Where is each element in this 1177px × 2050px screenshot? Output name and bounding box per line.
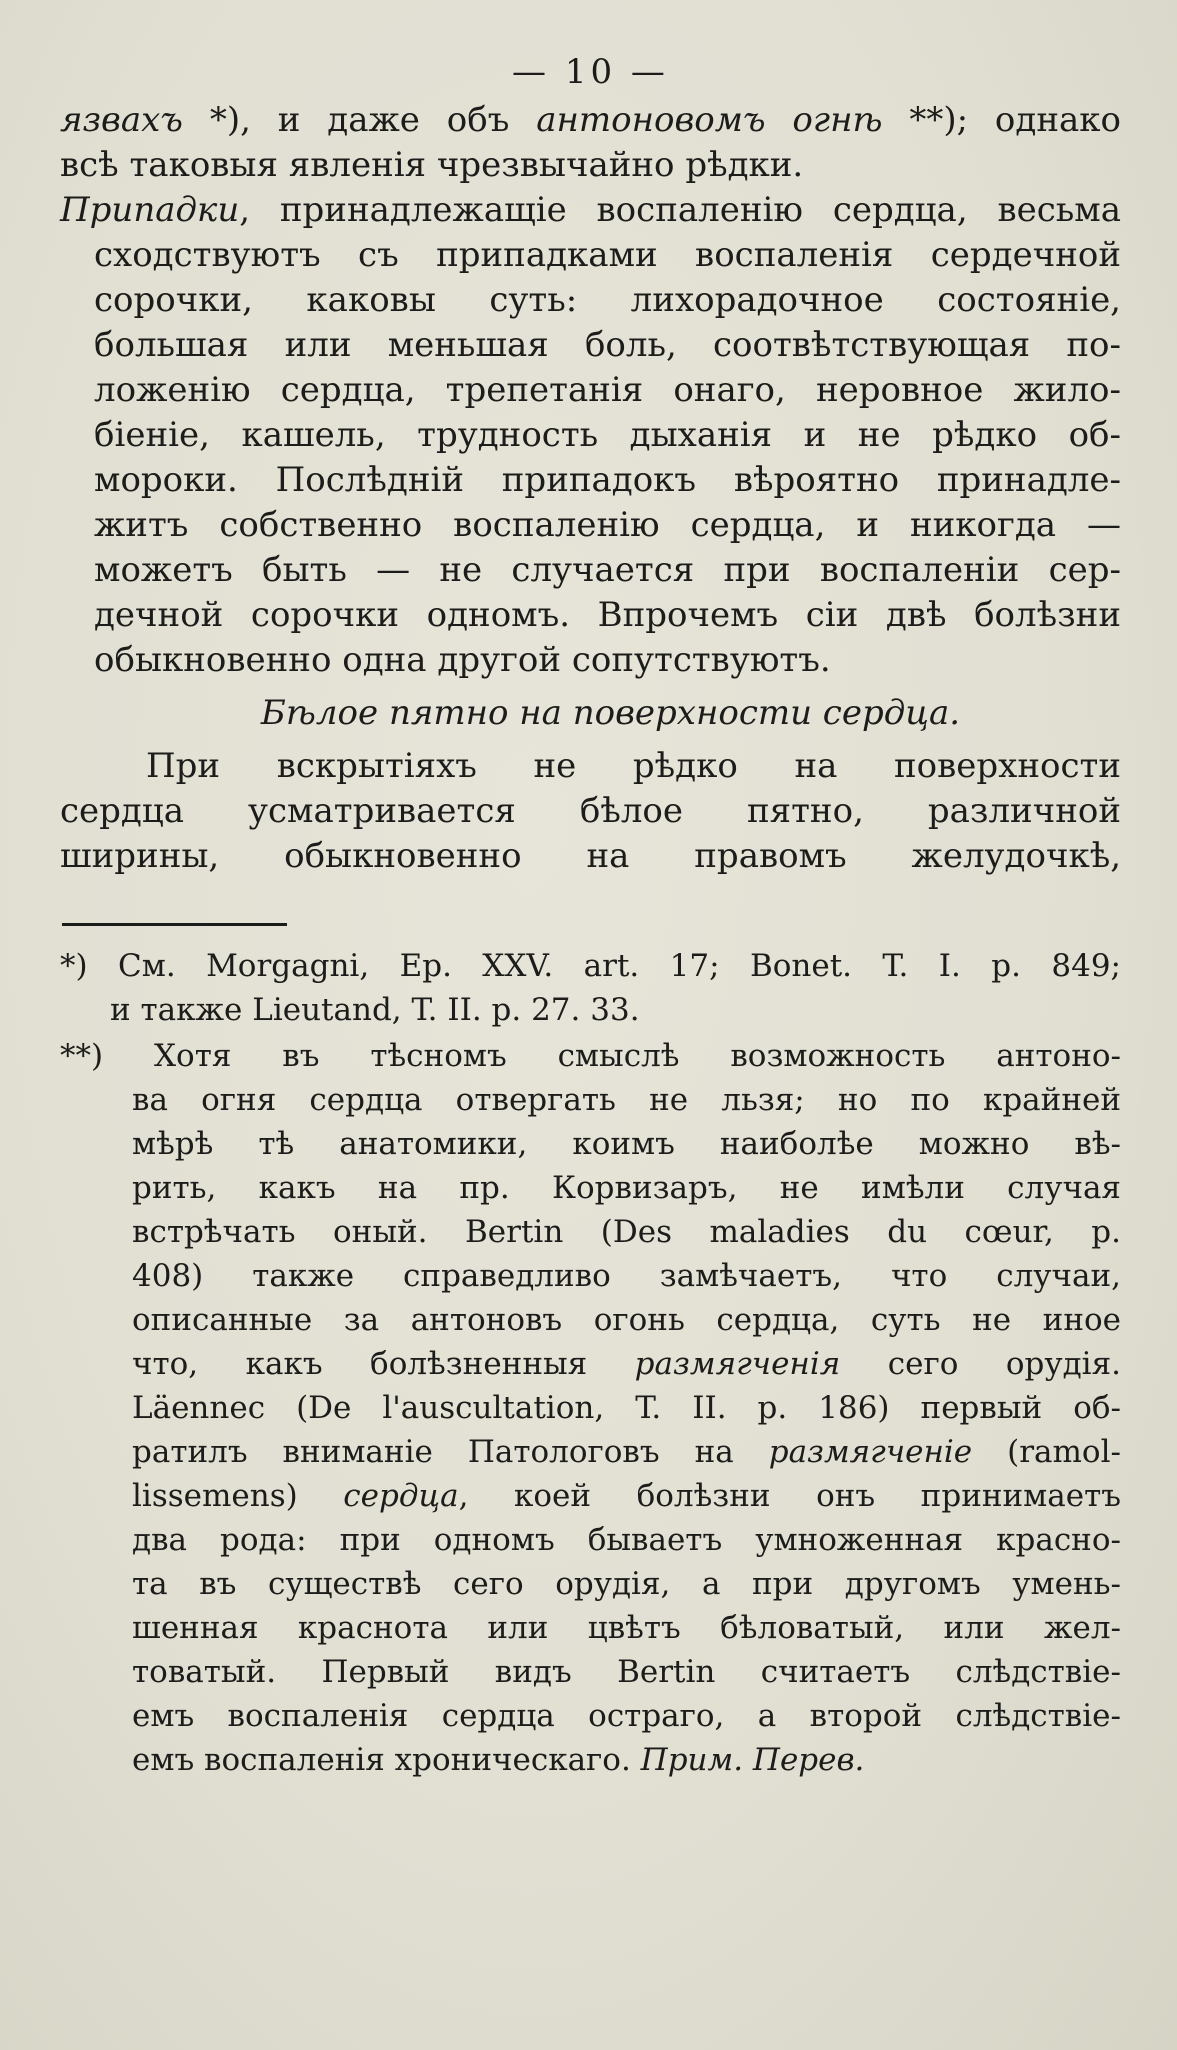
- footnote-line: шенная краснота или цвѣтъ бѣловатый, или жел-: [132, 1610, 1121, 1646]
- text-line: язвахъ *), и даже объ антоновомъ огнѣ **); однако: [60, 100, 1121, 140]
- paragraph-symptoms: [60, 188, 1121, 683]
- footnotes: [60, 944, 1121, 1782]
- text-line: ложенію сердца, трепетанія онаго, неровное жило-: [94, 370, 1121, 410]
- text-line: житъ собственно воспаленію сердца, и никогда —: [94, 505, 1121, 545]
- text-line: всѣ таковыя явленія чрезвычайно рѣдки.: [60, 145, 804, 185]
- footnote-line: ратилъ вниманіе Патологовъ на размягченіе (ramol-: [132, 1434, 1121, 1470]
- footnote-line: два рода: при одномъ бываетъ умноженная красно-: [132, 1522, 1121, 1558]
- text-line: При вскрытіяхъ не рѣдко на поверхности: [146, 746, 1121, 786]
- paragraph-white-spot: [60, 744, 1121, 879]
- footnote-line: емъ воспаленія сердца остраго, а второй слѣдствіе-: [132, 1698, 1121, 1734]
- text-line: дечной сорочки одномъ. Впрочемъ сіи двѣ болѣзни: [94, 595, 1121, 635]
- main-text: [60, 98, 1121, 879]
- italic-term: Прим. Перев.: [640, 1742, 865, 1778]
- italic-term: язвахъ: [60, 100, 183, 140]
- footnote-line: *) См. Morgagni, Ep. XXV. art. 17; Bonet. T. I. p. 849;: [60, 948, 1121, 984]
- footnote-line: описанные за антоновъ огонь сердца, суть не иное: [132, 1302, 1121, 1338]
- footnote-line: ва огня сердца отвергать не льзя; но по крайней: [132, 1082, 1121, 1118]
- section-heading: Бѣлое пятно на поверхности сердца.: [260, 693, 961, 733]
- footnote-line: Läennec (De l'auscultation, T. II. p. 186) первый об-: [132, 1390, 1121, 1426]
- footnote-line: рить, какъ на пр. Корвизаръ, не имѣли случая: [132, 1170, 1121, 1206]
- text-line: ширины, обыкновенно на правомъ желудочкѣ,: [60, 836, 1121, 876]
- text-line: сходствуютъ съ припадками воспаленія сердечной: [94, 235, 1121, 275]
- footnote-line: та въ существѣ сего орудія, а при другомъ умень-: [132, 1566, 1121, 1602]
- text-line: біеніе, кашель, трудность дыханія и не рѣдко об-: [94, 415, 1121, 455]
- italic-term: антоновомъ огнѣ: [536, 100, 883, 140]
- text-line: мороки. Послѣдній припадокъ вѣроятно принадле-: [94, 460, 1121, 500]
- text-line: Припадки, принадлежащіе воспаленію сердца, весьма: [60, 190, 1121, 230]
- italic-term: Припадки: [60, 190, 240, 230]
- footnote-line: что, какъ болѣзненныя размягченія сего орудія.: [132, 1346, 1121, 1382]
- text-line: сердца усматривается бѣлое пятно, различной: [60, 791, 1121, 831]
- footnote-line: емъ воспаленія хроническаго. Прим. Перев.: [132, 1742, 865, 1778]
- footnote-line: 408) также справедливо замѣчаетъ, что случаи,: [132, 1258, 1121, 1294]
- page-number: — 10 —: [512, 52, 669, 92]
- footnote-1: [60, 944, 1121, 1032]
- italic-term: размягченіе: [768, 1434, 973, 1470]
- footnote-line: lissemens) сердца, коей болѣзни онъ принимаетъ: [132, 1478, 1121, 1514]
- text-line: можетъ быть — не случается при воспаленіи сер-: [94, 550, 1121, 590]
- footnote-rule: [62, 923, 287, 926]
- footnote-2: [60, 1034, 1121, 1782]
- text-line: обыкновенно одна другой сопутствуютъ.: [94, 640, 831, 680]
- footnote-line: мѣрѣ тѣ анатомики, коимъ наиболѣе можно вѣ-: [132, 1126, 1121, 1162]
- italic-term: размягченія: [634, 1346, 841, 1382]
- text-line: сорочки, каковы суть: лихорадочное состояніе,: [94, 280, 1121, 320]
- footnote-line: **) Хотя въ тѣсномъ смыслѣ возможность антоно-: [60, 1038, 1121, 1074]
- footnote-line: встрѣчать оный. Bertin (Des maladies du cœur, p.: [132, 1214, 1121, 1250]
- footnote-line: товатый. Первый видъ Bertin считаетъ слѣдствіе-: [132, 1654, 1121, 1690]
- italic-term: сердца: [343, 1478, 459, 1514]
- paragraph-continuation: [60, 98, 1121, 188]
- text-line: большая или меньшая боль, соотвѣтствующая по-: [94, 325, 1121, 365]
- footnote-line: и также Lieutand, T. II. p. 27. 33.: [110, 992, 640, 1028]
